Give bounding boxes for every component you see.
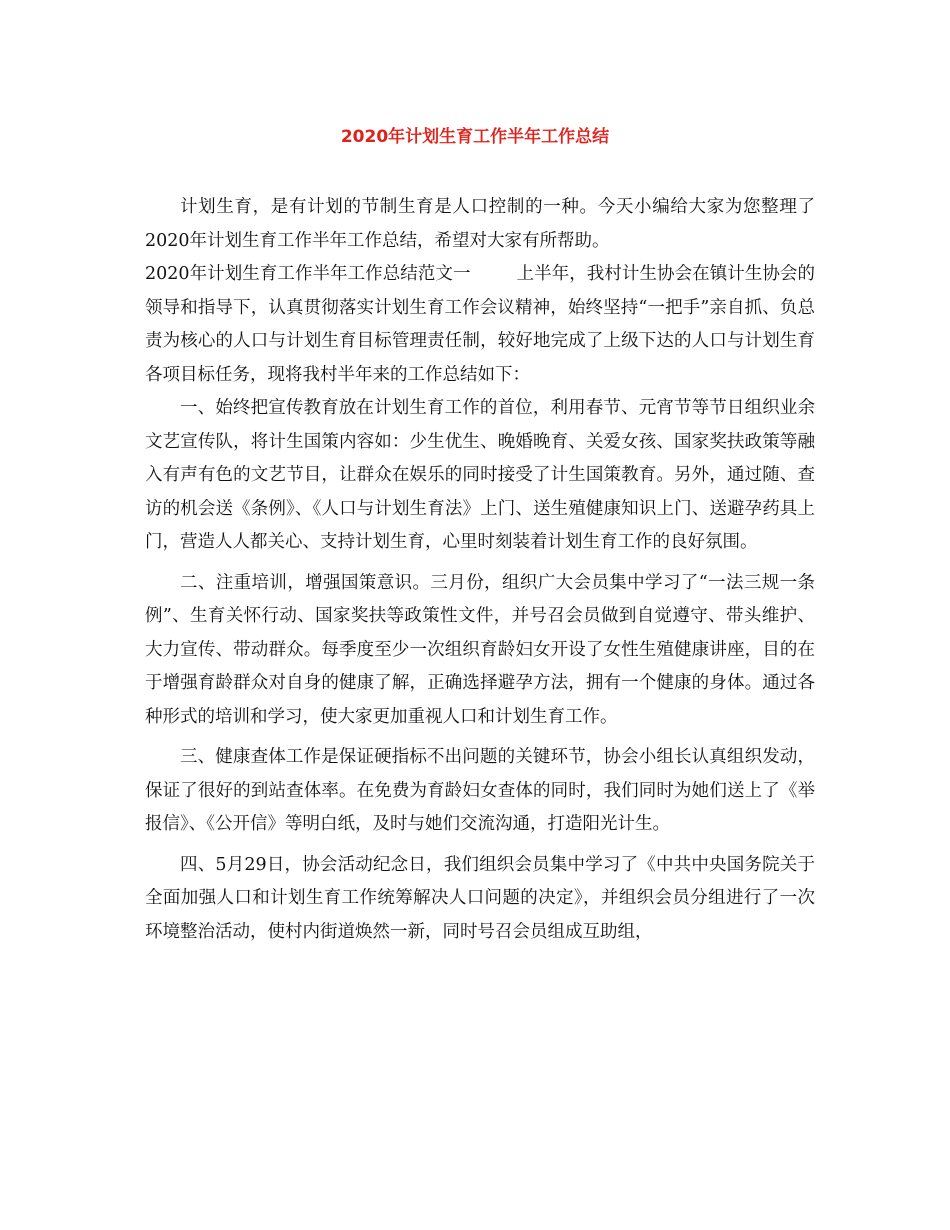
section-four-paragraph: 四、5月29日，协会活动纪念日，我们组织会员集中学习了《中共中央国务院关于全面加强人口和计划生育工作统筹解决人口问题的决定》，并组织会员分组进行了一次环境整治活动，使村内街道焕然一新，同时号召会员组成互助组， bbox=[145, 854, 815, 942]
sample-paragraph bbox=[145, 258, 815, 392]
intro-paragraph: 计划生育，是有计划的节制生育是人口控制的一种。今天小编给大家为您整理了2020年计划生育工作半年工作总结，希望对大家有所帮助。 bbox=[145, 197, 815, 251]
section-three-paragraph: 三、健康查体工作是保证硬指标不出问题的关键环节，协会小组长认真组织发动，保证了很好的到站查体率。在免费为育龄妇女查体的同时，我们同时为她们送上了《举报信》、《公开信》等明白纸，及时与她们交流沟通，打造阳光计生。 bbox=[145, 747, 815, 834]
document-body bbox=[145, 191, 815, 949]
section-one-paragraph: 一、始终把宣传教育放在计划生育工作的首位，利用春节、元宵节等节日组织业余文艺宣传队，将计生国策内容如：少生优生、晚婚晚育、关爱女孩、国家奖扶政策等融入有声有色的文艺节目，让群众在娱乐的同时接受了计生国策教育。另外，通过随、查访的机会送《条例》、《人口与计划生育法》上门、送生殖健康知识上门、送避孕药具上门，营造人人都关心、支持计划生育，心里时刻装着计划生育工作的良好氛围。 bbox=[145, 398, 815, 552]
document-title: 2020年计划生育工作半年工作总结 bbox=[340, 127, 610, 147]
sample-opening: 上半年，我村计生协会在镇计生协会的领导和指导下，认真贯彻落实计划生育工作会议精神，始终坚持“一把手”亲自抓、负总责为核心的人口与计划生育目标管理责任制，较好地完成了上级下达的人口与计划生育各项目标任务，现将我村半年来的工作总结如下： bbox=[145, 264, 815, 385]
section-two-paragraph: 二、注重培训，增强国策意识。三月份，组织广大会员集中学习了“一法三规一条例”、生育关怀行动、国家奖扶等政策性文件，并号召会员做到自觉遵守、带头维护、大力宣传、带动群众。每季度至少一次组织育龄妇女开设了女性生殖健康讲座，目的在于增强育龄群众对自身的健康了解，正确选择避孕方法，拥有一个健康的身体。通过各种形式的培训和学习，使大家更加重视人口和计划生育工作。 bbox=[145, 572, 815, 727]
sample-heading: 2020年计划生育工作半年工作总结范文一 bbox=[145, 264, 471, 284]
